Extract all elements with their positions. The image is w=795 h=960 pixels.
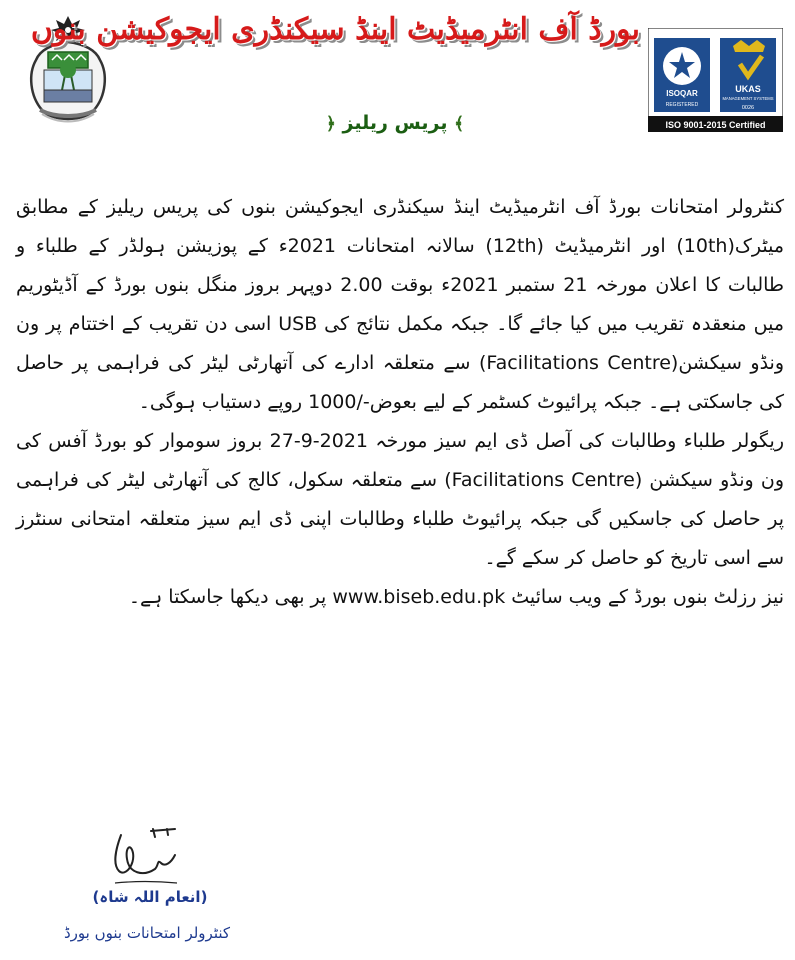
isoqar-logo — [654, 38, 710, 112]
cert-right-code: 0026 — [741, 105, 755, 111]
cert-right-label: UKAS — [735, 84, 761, 94]
paragraph-website: نیز رزلٹ بنوں بورڈ کے ویب سائیٹ www.biseb.edu.pk پر بھی دیکھا جاسکتا ہے۔ — [128, 586, 784, 608]
header-title: بورڈ آف انٹرمیڈیٹ اینڈ سیکنڈری ایجوکیشن بنوں — [30, 12, 640, 47]
controller-title: کنٹرولر امتحانات بنوں بورڈ — [63, 924, 231, 942]
cert-caption: ISO 9001-2015 Certified — [665, 120, 766, 130]
controller-name: (انعام اللہ شاہ) — [92, 888, 208, 906]
cert-right-sub: MANAGEMENT SYSTEMS — [722, 96, 774, 101]
paragraph-position-holders: کنٹرولر امتحانات بورڈ آف انٹرمیڈیٹ اینڈ سیکنڈری ایجوکیشن بنوں کی پریس ریلیز کے مطابق میٹرک(10th) اور انٹرمیڈیٹ (12th) سالانہ امتحانات 2021ء کے پوزیشن ہولڈر کے طلباء و طالبات کا اعلان مورخہ 21 ستمبر 2021ء بوقت 2.00 دوپہر بروز منگل بنوں بورڈ کے آڈیٹوریم میں منعقدہ تقریب میں کیا جائے گا۔ جبکہ مکمل نتائج کی USB اسی دن تقریب کے اختتام پر ون ونڈو سیکشن(Facilitations Centre) سے متعلقہ ادارے کی آتھارٹی لیٹر کی فراہمی پر حاصل کی جاسکتی ہے۔ جبکہ پرائیوٹ کسٹمر کے لیے بعوض-/1000 روپے دستیاب ہوگی۔ — [16, 196, 785, 413]
press-release-body — [16, 188, 784, 617]
ukas-logo — [720, 38, 776, 112]
cert-left-sub: REGISTERED — [665, 102, 699, 108]
cert-left-label: ISOQAR — [666, 89, 698, 98]
signature-image — [95, 825, 185, 890]
press-release-heading — [280, 112, 510, 134]
paragraph-dmc-distribution: ریگولر طلباء وطالبات کی آصل ڈی ایم سیز مورخہ 2021-9-27 بروز سوموار کو بورڈ آفس کی ون ونڈو سیکشن (Facilitations Centre) سے متعلقہ سکول، کالج کی آتھارٹی لیٹر کی فراہمی پر حاصل کی جاسکیں گی جبکہ پرائیوٹ طلباء وطالبات اپنی ڈی ایم سیز متعلقہ امتحانی سنٹرز سے اسی تاریخ کو حاصل کر سکے گے۔ — [16, 430, 785, 569]
iso-certification-badge — [648, 28, 783, 132]
press-release-title: پریس ریلیز — [342, 112, 448, 134]
right-ornament: ﴿ — [325, 114, 336, 134]
left-ornament: ﴾ — [454, 114, 465, 134]
